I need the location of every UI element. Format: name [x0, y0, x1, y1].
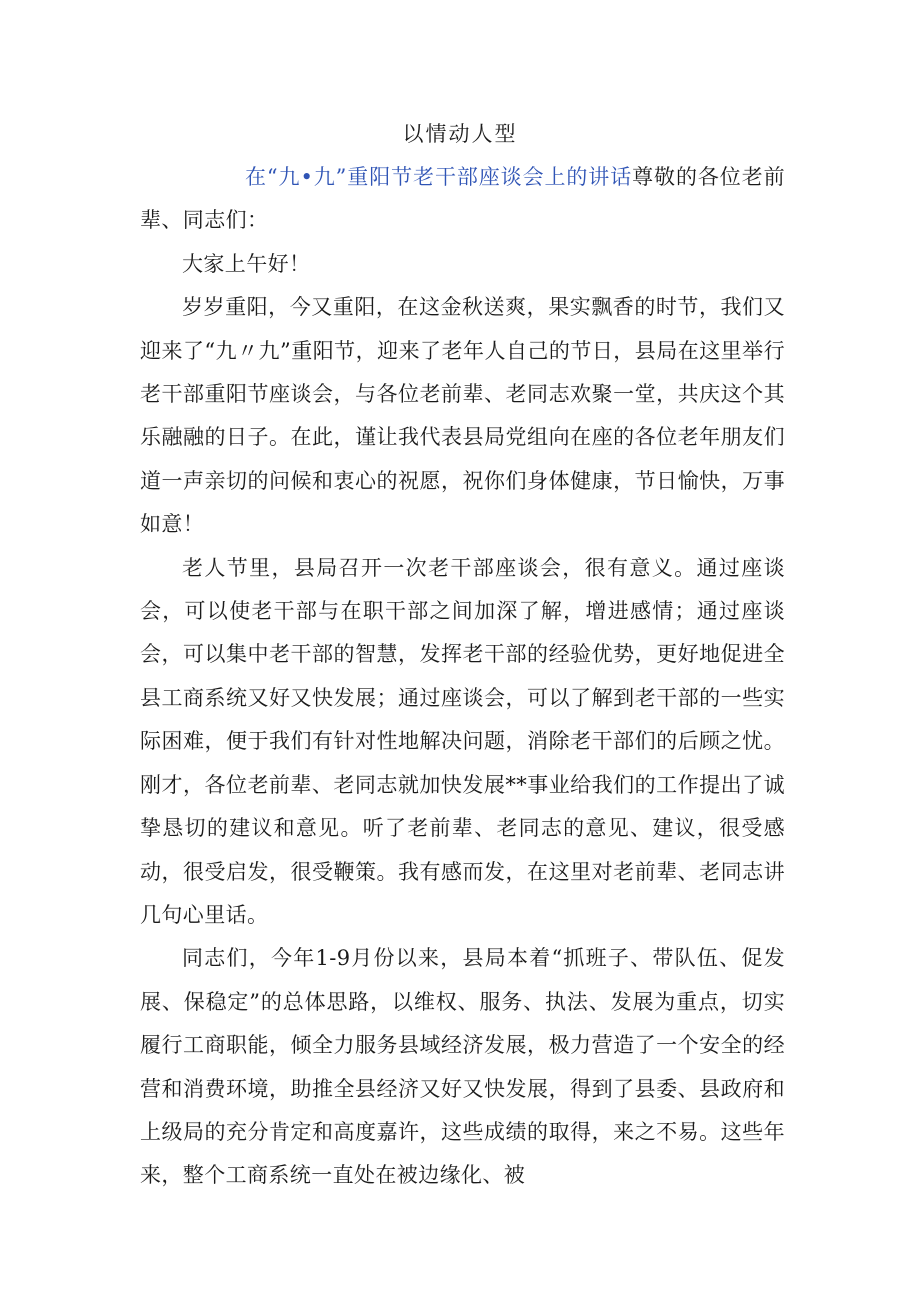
opening-paragraph — [140, 156, 785, 243]
greeting: 大家上午好！ — [182, 251, 311, 276]
body-paragraph-3: 同志们，今年1-9月份以来，县局本着“抓班子、带队伍、促发展、保稳定”的总体思路，以维权、服务、执法、发展为重点，切实履行工商职能，倾全力服务县域经济发展，极力营造了一个安全的经营和消费环境，助推全县经济又好又快发展，得到了县委、县政府和上级局的充分肯定和高度嘉许，这些成绩的取得，来之不易。这些年来，整个工商系统一直处在被边缘化、被 — [140, 946, 785, 1188]
document-body — [140, 156, 785, 1198]
body-paragraph-1: 岁岁重阳，今又重阳，在这金秋送爽，果实飘香的时节，我们又迎来了“九〃九”重阳节，迎来了老年人自己的节日，县局在这里举行老干部重阳节座谈会，与各位老前辈、老同志欢聚一堂，共庆这个其乐融融的日子。在此，谨让我代表县局党组向在座的各位老年朋友们道一声亲切的问候和衷心的祝愿，祝你们身体健康，节日愉快，万事如意！ — [140, 295, 785, 537]
speech-subtitle: 在“九•九”重阳节老干部座谈会上的讲话 — [245, 165, 633, 189]
body-paragraph-2: 老人节里，县局召开一次老干部座谈会，很有意义。通过座谈会，可以使老干部与在职干部之间加深了解，增进感情；通过座谈会，可以集中老干部的智慧，发挥老干部的经验优势，更好地促进全县工商系统又好又快发展；通过座谈会，可以了解到老干部的一些实际困难，便于我们有针对性地解决问题，消除老干部们的后顾之忧。刚才，各位老前辈、老同志就加快发展**事业给我们的工作提出了诚挚恳切的建议和意见。听了老前辈、老同志的意见、建议，很受感动，很受启发，很受鞭策。我有感而发，在这里对老前辈、老同志讲几句心里话。 — [140, 555, 785, 927]
salutation: 尊敬的各位老前辈、同志们： — [140, 165, 785, 233]
document-title: 以情动人型 — [402, 122, 518, 146]
